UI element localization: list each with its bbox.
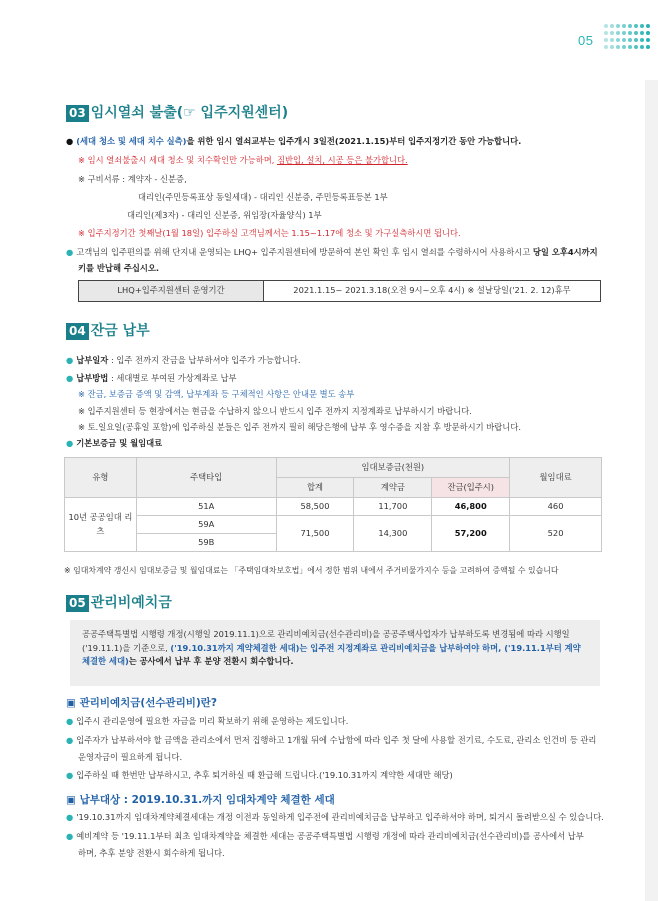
list-item-continued: 운영자금이 필요하게 됩니다. [78,752,183,762]
subsection-what-is: ▣ 관리비예치금(선수관리비)란? [66,697,217,709]
key-return-bullet: ● 고객님의 입주편의를 위해 단지내 운영되는 LHQ+ 입주지원센터에 방문하여 본인 확인 후 임시 열쇠를 수령하시어 사용하시고 당일 오후4시까지 [66,247,598,257]
management-fee-notice-box [70,620,600,686]
header-deposit: 임대보증금(천원) [276,458,510,478]
note-no-cash: ※ 입주지원센터 등 현장에서는 현금을 수납하지 않으니 반드시 입주 전까지 지정계좌로 납부하시기 바랍니다. [78,406,472,416]
section-title: 임시열쇠 불출(☞ 입주지원센터) [90,105,289,121]
payment-method-bullet: ● 납부방법 : 세대별로 부여된 가상계좌로 납부 [66,373,237,383]
bullet-icon: ● [66,373,74,383]
dot [640,45,644,49]
section-03-header [66,104,288,123]
deposit-rent-bullet: ● 기본보증금 및 월임대료 [66,438,163,448]
page-number: 05 [578,33,594,48]
dot [640,24,644,28]
dot [640,31,644,35]
section-number: 03 [66,105,89,121]
header-rent: 월임대료 [510,458,602,498]
dot [622,24,626,28]
section-title: 관리비예치금 [90,595,172,611]
decorative-dots [604,24,652,54]
dot [640,38,644,42]
bullet-icon: ● [66,812,74,822]
list-item: ● 입주자가 납부하셔야 할 금액을 관리소에서 먼저 집행하고 1개월 뒤에 수납함에 따라 입주 첫 달에 사용할 전기료, 수도료, 관리소 인건비 등 관리 [66,735,597,745]
dot [622,31,626,35]
payment-date-bullet: ● 납부일자 : 입주 전까지 잔금을 납부하셔야 입주가 가능합니다. [66,355,301,365]
note-cleaning-period: ※ 입주지정기간 첫째날(1월 18일) 입주하실 고객님께서는 1.15~1.17에 청소 및 가구실측하시면 됩니다. [78,228,461,238]
dot [610,31,614,35]
housing-cell: 51A [136,498,276,516]
table-row [65,498,602,516]
header-total: 합계 [276,478,354,498]
dot [622,45,626,49]
dot [616,45,620,49]
key-issue-bullet: ● (세대 청소 및 세대 치수 실측)을 위한 임시 열쇠교부는 입주개시 3일전(2021.1.15)부터 입주지정기간 동안 가능합니다. [66,136,522,146]
header-balance: 잔금(입주시) [432,478,510,498]
bullet-icon: ● [66,247,74,257]
rent-table [64,457,602,552]
note-key-restriction: ※ 임시 열쇠불출시 세대 청소 및 치수확인만 가능하며, 짐반입, 설치, 시공 등은 불가합니다. [78,155,408,165]
bullet-icon: ● [66,438,74,448]
bullet-icon: ● [66,770,74,780]
notice-line: ('19.11.1)을 기준으로, ('19.10.31까지 계약체결한 세대)는 입주전 지정계좌로 관리비예치금을 납부하여야 하며, ('19.11.1부터 계약 [82,642,581,653]
dot [604,45,608,49]
key-return-line: 키를 반납해 주십시오. [78,263,160,273]
dot [610,38,614,42]
list-item: ● 입주시 관리운영에 필요한 자금을 미리 확보하기 위해 운영하는 제도입니다. [66,716,349,726]
dot [610,45,614,49]
operation-period-label: LHQ+입주지원센터 운영기간 [79,281,264,301]
table-row [65,516,602,534]
dot [634,45,638,49]
housing-cell: 59B [136,534,276,552]
type-cell: 10년 공공임대 리츠 [65,498,137,552]
section-number: 04 [66,323,89,339]
page-edge-bar [645,80,658,901]
note-weekend: ※ 토.일요일(공휴일 포함)에 입주하실 분들은 입주 전까지 필히 해당은행에 납부 후 영수증을 지참 후 방문하시기 바랍니다. [78,422,521,432]
dot [646,31,650,35]
notice-line: 공공주택특별법 시행령 개정(시행일 2019.11.1)으로 관리비예치금(선수관리비)을 공공주택사업자가 납부하도록 변경됨에 따라 시행일 [82,629,570,639]
list-item: ● 예비계약 등 '19.11.1부터 최초 임대차계약을 체결한 세대는 공공주택특별법 시행령 개정에 따라 관리비예치금(선수관리비)를 공사에서 납부 [66,831,584,841]
balance-cell: 46,800 [432,498,510,516]
dot [628,24,632,28]
dot [646,24,650,28]
section-05-header [66,594,172,613]
dot [622,38,626,42]
dot [634,38,638,42]
dot [610,24,614,28]
section-number: 05 [66,595,89,611]
dot [634,24,638,28]
documents-label: ※ 구비서류 : 계약자 - 신분증, [78,174,187,184]
total-cell: 71,500 [276,516,354,552]
contract-cell: 11,700 [354,498,432,516]
list-item-continued: 하며, 추후 분양 전환시 회수하게 됩니다. [78,848,225,858]
dot [604,31,608,35]
dot [646,45,650,49]
operation-period-value: 2021.1.15~ 2021.3.18(오전 9시~오후 4시) ※ 설날당일('21. 2. 12)휴무 [293,285,571,296]
total-cell: 58,500 [276,498,354,516]
section-04-header [66,322,150,341]
dot [616,31,620,35]
dot [616,38,620,42]
subsection-payment-target: ▣ 납부대상 : 2019.10.31.까지 임대차계약 체결한 세대 [66,794,335,806]
bullet-icon: ● [66,355,74,365]
dot [628,31,632,35]
rent-cell: 520 [510,516,602,552]
dot [628,45,632,49]
bullet-icon: ● [66,831,74,841]
dot [634,31,638,35]
bullet-icon: ● [66,716,74,726]
bullet-icon: ● [66,136,74,146]
documents-line: 대리인(제3자) - 대리인 신분증, 위임장(자율양식) 1부 [127,210,322,220]
contract-cell: 14,300 [354,516,432,552]
notice-line: 체결한 세대)는 공사에서 납부 후 분양 전환시 회수합니다. [82,656,294,667]
operation-period-table [78,280,601,302]
dot [616,24,620,28]
rent-footnote: ※ 임대차계약 갱신시 임대보증금 및 월임대료는 「주택임대차보호법」에서 정한 범위 내에서 주거비물가지수 등을 고려하여 증액될 수 있습니다 [64,566,559,575]
dot [646,38,650,42]
header-housing: 주택타입 [136,458,276,498]
balance-cell: 57,200 [432,516,510,552]
dot [628,38,632,42]
header-contract: 계약금 [354,478,432,498]
rent-cell: 460 [510,498,602,516]
list-item: ● '19.10.31까지 임대차계약체결세대는 개정 이전과 동일하게 입주전에 관리비예치금을 납부하고 입주하셔야 하며, 퇴거시 돌려받으실 수 있습니다. [66,812,604,822]
dot [604,24,608,28]
housing-cell: 59A [136,516,276,534]
list-item: ● 입주하실 때 한번만 납부하시고, 추후 퇴거하실 때 환급해 드립니다.('19.10.31까지 계약한 세대만 해당) [66,770,453,780]
bullet-icon: ● [66,735,74,745]
section-title: 잔금 납부 [90,323,150,339]
documents-line: 대리인(주민등록표상 동일세대) - 대리인 신분증, 주민등록표등본 1부 [138,192,388,202]
dot [604,38,608,42]
header-type: 유형 [65,458,137,498]
note-payment-details: ※ 잔금, 보증금 증액 및 감액, 납부계좌 등 구체적인 사항은 안내문 별도 송부 [78,389,355,399]
